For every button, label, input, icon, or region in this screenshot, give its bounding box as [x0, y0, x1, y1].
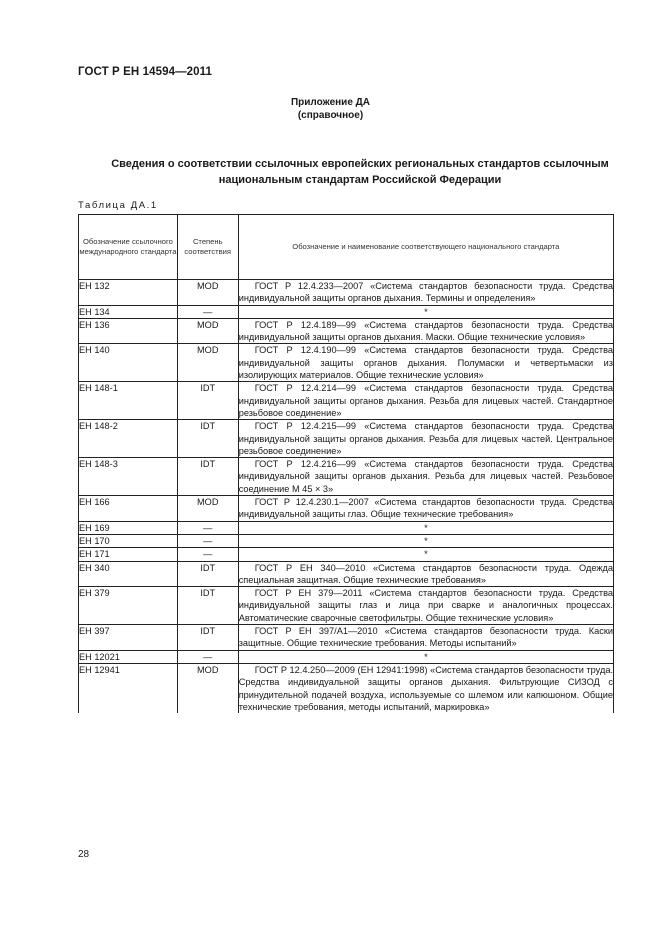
degree-cell: —: [177, 305, 238, 318]
table-header-row: [79, 215, 614, 280]
national-standard-cell: [238, 548, 613, 561]
appendix-heading: [0, 96, 661, 122]
standard-code-cell: ЕН 12021: [79, 650, 178, 663]
national-standard-text: ГОСТ Р 12.4.189—99 «Система стандартов безопасности труда. Средства индивидуальной защиты органов дыхания. Маски. Общие технические условия»: [238, 319, 613, 343]
national-standard-cell: [238, 420, 613, 458]
degree-cell: IDT: [177, 420, 238, 458]
header-national-standard: Обозначение и наименование соответствующего национального стандарта: [238, 215, 613, 280]
national-standard-text: ГОСТ Р 12.4.215—99 «Система стандартов безопасности труда. Средства индивидуальной защиты органов дыхания. Резьба для лицевых частей. Центральное резьбовое соединение»: [238, 421, 613, 456]
standard-code-cell: ЕН 340: [79, 561, 178, 587]
degree-cell: MOD: [177, 280, 238, 306]
national-standard-cell: [238, 561, 613, 587]
degree-cell: —: [177, 650, 238, 663]
national-standard-text: ГОСТ Р 12.4.233—2007 «Система стандартов безопасности труда. Средства индивидуальной защиты органов дыхания. Термины и определения»: [238, 281, 613, 304]
degree-cell: MOD: [177, 663, 238, 713]
degree-cell: —: [177, 534, 238, 547]
table-row: [79, 458, 614, 496]
national-standard-text: ГОСТ Р 12.4.216—99 «Система стандартов безопасности труда. Средства индивидуальной защиты органов дыхания. Резьба для лицевых частей. Резьбовое соединение М 45 × 3»: [238, 459, 613, 494]
national-standard-cell: [238, 496, 613, 522]
standard-code-cell: ЕН 379: [79, 587, 178, 625]
national-standard-text: *: [424, 549, 428, 560]
standard-code-cell: ЕН 148-2: [79, 420, 178, 458]
national-standard-cell: [238, 305, 613, 318]
table-row: [79, 521, 614, 534]
national-standard-cell: [238, 344, 613, 382]
section-title-line-2: национальным стандартам Российской Федерации: [218, 174, 502, 186]
header-degree: Степень соответствия: [177, 215, 238, 280]
national-standard-cell: [238, 650, 613, 663]
standard-code-cell: ЕН 140: [79, 344, 178, 382]
header-standard-designation: Обозначение ссылочного международного стандарта: [79, 215, 178, 280]
standard-code-cell: ЕН 12941: [79, 663, 178, 713]
standard-code-cell: ЕН 134: [79, 305, 178, 318]
national-standard-cell: [238, 280, 613, 306]
section-title: [60, 156, 660, 188]
standard-code-cell: ЕН 397: [79, 625, 178, 651]
degree-cell: IDT: [177, 458, 238, 496]
degree-cell: MOD: [177, 344, 238, 382]
degree-cell: MOD: [177, 318, 238, 344]
standard-code-cell: ЕН 171: [79, 548, 178, 561]
national-standard-cell: [238, 382, 613, 420]
appendix-subtitle: (справочное): [297, 110, 364, 121]
national-standard-cell: [238, 318, 613, 344]
standard-code-cell: ЕН 136: [79, 318, 178, 344]
standard-code-cell: ЕН 170: [79, 534, 178, 547]
table-body: [79, 280, 614, 714]
table-row: [79, 548, 614, 561]
table-row: [79, 561, 614, 587]
table-row: [79, 382, 614, 420]
table-row: [79, 420, 614, 458]
national-standard-text: ГОСТ Р ЕН 379—2011 «Система стандартов безопасности труда. Средства индивидуальной защиты глаз и лица при сварке и аналогичных процессах. Автоматические сварочные светофильтры. Общие технические условия»: [238, 588, 613, 623]
national-standard-text: ГОСТ Р ЕН 340—2010 «Система стандартов безопасности труда. Одежда специальная защитная. Общие технические требования»: [238, 562, 613, 585]
degree-cell: —: [177, 521, 238, 534]
standard-code-cell: ЕН 132: [79, 280, 178, 306]
national-standard-text: *: [424, 651, 428, 662]
table-caption: Таблица ДА.1: [78, 200, 158, 211]
appendix-title: Приложение ДА: [290, 97, 371, 108]
standards-table: [78, 214, 614, 713]
standard-code-cell: ЕН 166: [79, 496, 178, 522]
table-row: [79, 650, 614, 663]
degree-cell: IDT: [177, 561, 238, 587]
national-standard-text: *: [424, 535, 428, 546]
national-standard-text: ГОСТ Р 12.4.230.1—2007 «Система стандартов безопасности труда. Средства индивидуальной защиты глаз. Общие технические требования»: [238, 497, 613, 520]
section-title-line-1: Сведения о соответствии ссылочных европейских региональных стандартов ссылочным: [111, 158, 609, 170]
degree-cell: —: [177, 548, 238, 561]
national-standard-cell: [238, 663, 613, 713]
table-row: [79, 344, 614, 382]
national-standard-text: ГОСТ Р 12.4.190—99 «Система стандартов безопасности труда. Средства индивидуальной защиты органов дыхания. Полумаски и четвертьмаски из изолирующих материалов. Общие технические условия»: [238, 345, 613, 381]
national-standard-text: *: [424, 306, 428, 317]
degree-cell: IDT: [177, 587, 238, 625]
table-row: [79, 496, 614, 522]
standard-code-cell: ЕН 169: [79, 521, 178, 534]
national-standard-cell: [238, 458, 613, 496]
national-standard-text: ГОСТ Р ЕН 397/А1—2010 «Система стандартов безопасности труда. Каски защитные. Общие технические требования. Методы испытаний»: [238, 626, 613, 649]
standard-code-cell: ЕН 148-1: [79, 382, 178, 420]
degree-cell: MOD: [177, 496, 238, 522]
national-standard-cell: [238, 534, 613, 547]
table-row: [79, 663, 614, 713]
national-standard-cell: [238, 521, 613, 534]
document-code: ГОСТ Р ЕН 14594—2011: [78, 66, 213, 78]
degree-cell: IDT: [177, 382, 238, 420]
table-row: [79, 305, 614, 318]
standard-code-cell: ЕН 148-3: [79, 458, 178, 496]
table-row: [79, 534, 614, 547]
table-row: [79, 280, 614, 306]
table-row: [79, 318, 614, 344]
table-row: [79, 625, 614, 651]
table-row: [79, 587, 614, 625]
page-number: 28: [78, 849, 90, 860]
national-standard-text: *: [424, 522, 428, 533]
degree-cell: IDT: [177, 625, 238, 651]
national-standard-cell: [238, 587, 613, 625]
national-standard-text: ГОСТ Р 12.4.250—2009 (ЕН 12941:1998) «Система стандартов безопасности труда. Средства индивидуальной защиты органов дыхания. Фильтрующие СИЗОД с принудительной подачей воздуха, используемые со шлемом или капюшоном. Общие технические требования, методы испытаний, маркировка»: [238, 664, 613, 712]
national-standard-cell: [238, 625, 613, 651]
national-standard-text: ГОСТ Р 12.4.214—99 «Система стандартов безопасности труда. Средства индивидуальной защиты органов дыхания. Резьба для лицевых частей. Стандартное резьбовое соединение»: [238, 383, 613, 418]
